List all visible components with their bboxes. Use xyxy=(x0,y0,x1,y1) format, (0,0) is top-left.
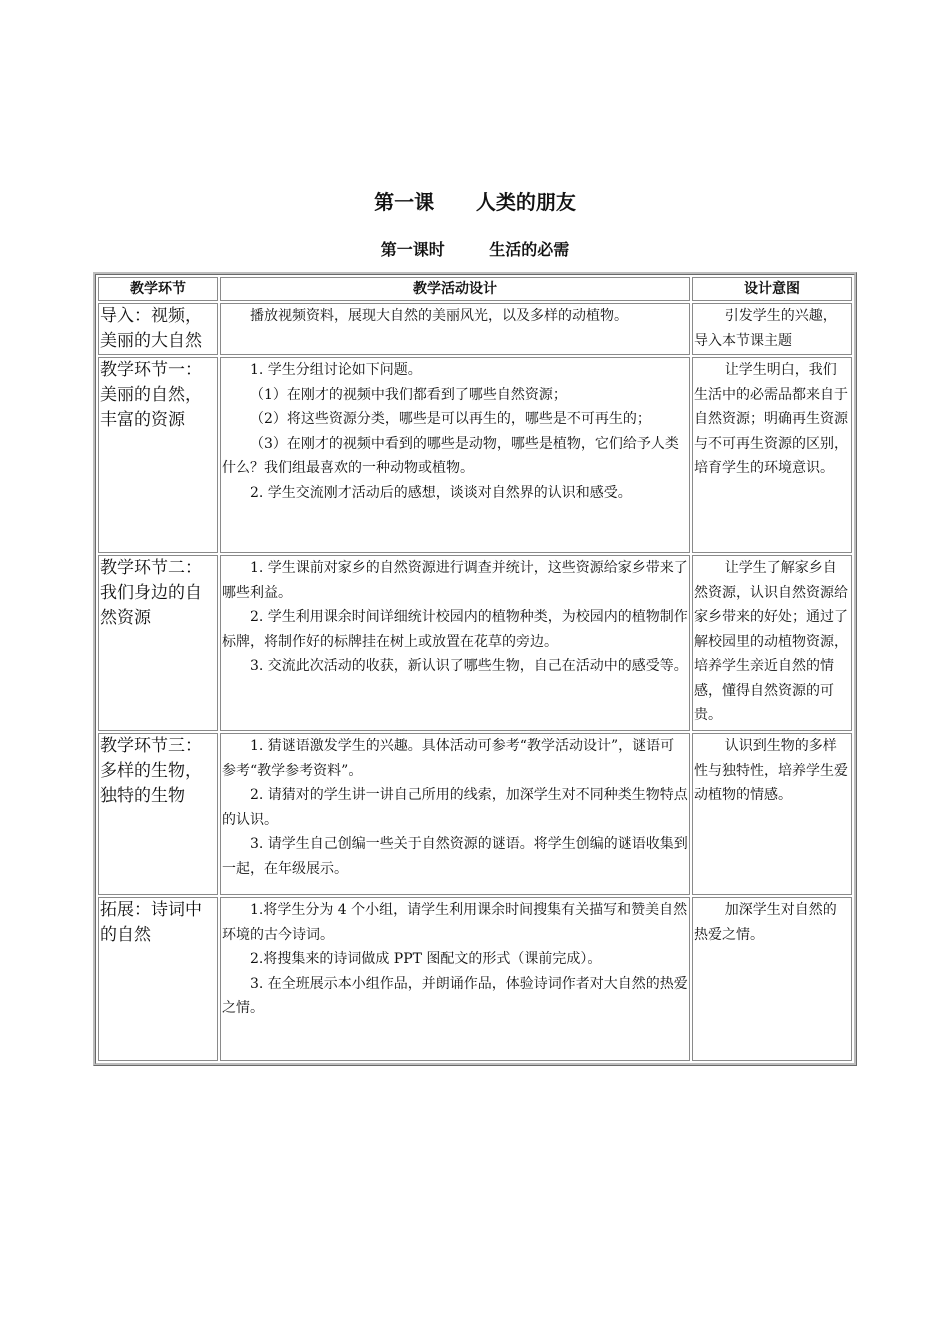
activity-line: 2.将搜集来的诗词做成 PPT 图配文的形式（课前完成）。 xyxy=(250,951,602,967)
activity-cell xyxy=(220,357,690,553)
stage-cell: 教学环节三：多样的生物，独特的生物 xyxy=(98,733,218,895)
page-title: 第一课 人类的朋友 xyxy=(374,190,576,214)
table-header-row xyxy=(98,277,852,301)
activity-line: 2. 请猜对的学生讲一讲自己所用的线索，加深学生对不同种类生物特点的认识。 xyxy=(222,787,688,828)
stage-cell: 教学环节一：美丽的自然，丰富的资源 xyxy=(98,357,218,553)
intent-cell xyxy=(692,733,852,895)
intent-text: 让学生了解家乡自然资源，认识自然资源给家乡带来的好处；通过了解校园里的动植物资源，培养学生亲近自然的情感，懂得自然资源的可贵。 xyxy=(694,560,848,723)
activity-line: 2. 学生利用课余时间详细统计校园内的植物种类，为校园内的植物制作标牌，将制作好的标牌挂在树上或放置在花草的旁边。 xyxy=(222,609,688,650)
activity-line: 1. 猜谜语激发学生的兴趣。具体活动可参考“教学活动设计”，谜语可参考“教学参考资料”。 xyxy=(222,738,675,779)
activity-cell xyxy=(220,555,690,731)
stage-cell: 教学环节二：我们身边的自然资源 xyxy=(98,555,218,731)
intent-cell xyxy=(692,555,852,731)
activity-line: 1. 学生课前对家乡的自然资源进行调查并统计，这些资源给家乡带来了哪些利益。 xyxy=(222,560,688,601)
intent-cell xyxy=(692,357,852,553)
page-subtitle: 第一课时 生活的必需 xyxy=(380,240,570,259)
header-stage: 教学环节 xyxy=(98,277,218,301)
intent-text: 引发学生的兴趣，导入本节课主题 xyxy=(694,308,837,349)
stage-cell: 导入：视频，美丽的大自然 xyxy=(98,303,218,355)
stage-cell: 拓展：诗词中的自然 xyxy=(98,897,218,1061)
activity-cell xyxy=(220,303,690,355)
intent-text: 认识到生物的多样性与独特性，培养学生爱动植物的情感。 xyxy=(694,738,848,803)
header-activity: 教学活动设计 xyxy=(220,277,690,301)
activity-line: 3. 在全班展示本小组作品，并朗诵作品，体验诗词作者对大自然的热爱之情。 xyxy=(222,975,688,1016)
intent-text: 加深学生对自然的热爱之情。 xyxy=(694,902,837,943)
activity-cell xyxy=(220,733,690,895)
activity-line: 播放视频资料，展现大自然的美丽风光，以及多样的动植物。 xyxy=(250,308,628,324)
activity-line: （1）在刚才的视频中我们都看到了哪些自然资源； xyxy=(250,386,567,403)
activity-line: （3）在刚才的视频中看到的哪些是动物，哪些是植物，它们给予人类什么？我们组最喜欢的一种动物或植物。 xyxy=(222,435,679,476)
intent-text: 让学生明白，我们生活中的必需品都来自于自然资源；明确再生资源与不可再生资源的区别，培育学生的环境意识。 xyxy=(694,362,848,476)
intent-cell xyxy=(692,303,852,355)
table-row xyxy=(98,555,852,731)
table-row xyxy=(98,897,852,1061)
activity-line: 1. 学生分组讨论如下问题。 xyxy=(250,362,422,378)
intent-cell xyxy=(692,897,852,1061)
activity-line: 3. 交流此次活动的收获，新认识了哪些生物，自己在活动中的感受等。 xyxy=(250,658,688,674)
table-row xyxy=(98,303,852,355)
header-intent: 设计意图 xyxy=(692,277,852,301)
lesson-plan-table xyxy=(93,272,857,1066)
activity-line: 2. 学生交流刚才活动后的感想，谈谈对自然界的认识和感受。 xyxy=(250,484,632,501)
activity-line: 1.将学生分为 4 个小组，请学生利用课余时间搜集有关描写和赞美自然环境的古今诗词。 xyxy=(222,902,688,943)
activity-line: （2）将这些资源分类，哪些是可以再生的，哪些是不可再生的； xyxy=(250,411,651,427)
table-row xyxy=(98,357,852,553)
table-row xyxy=(98,733,852,895)
activity-line: 3. 请学生自己创编一些关于自然资源的谜语。将学生创编的谜语收集到一起，在年级展示。 xyxy=(222,836,688,877)
activity-cell xyxy=(220,897,690,1061)
